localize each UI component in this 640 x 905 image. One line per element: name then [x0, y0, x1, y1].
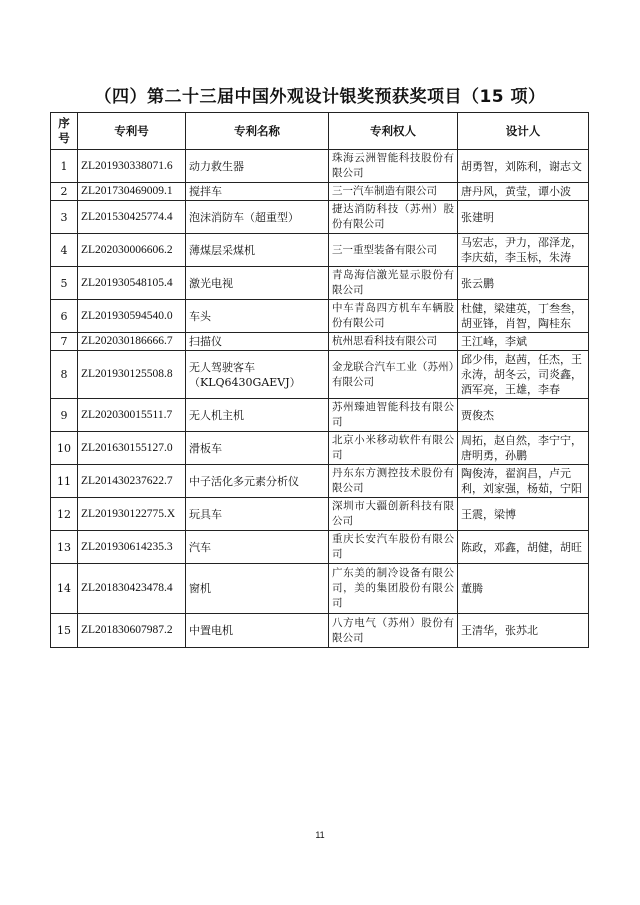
cell-patent-name: 泡沫消防车（超重型） [186, 201, 329, 234]
cell-index: 11 [51, 465, 78, 498]
cell-designer: 唐丹风，黄莹，谭小波 [458, 183, 589, 201]
cell-patentee: 三一重型装备有限公司 [329, 234, 458, 267]
cell-patent-name: 动力救生器 [186, 150, 329, 183]
cell-index: 13 [51, 531, 78, 564]
cell-patent-number: ZL201830607987.2 [78, 614, 186, 648]
cell-patentee: 八方电气（苏州）股份有限公司 [329, 614, 458, 648]
table-row [51, 333, 589, 351]
table-row [51, 564, 589, 614]
header-patent-name: 专利名称 [186, 113, 329, 150]
cell-patent-name: 搅拌车 [186, 183, 329, 201]
cell-index: 12 [51, 498, 78, 531]
cell-designer: 陈政，邓鑫，胡健，胡旺 [458, 531, 589, 564]
cell-designer: 胡勇智，刘陈利，谢志文 [458, 150, 589, 183]
header-index: 序号 [51, 113, 78, 150]
header-designer: 设计人 [458, 113, 589, 150]
cell-patentee: 金龙联合汽车工业（苏州）有限公司 [329, 351, 458, 399]
cell-patentee: 苏州臻迪智能科技有限公司 [329, 399, 458, 432]
cell-patent-number: ZL201730469009.1 [78, 183, 186, 201]
cell-patent-name: 中置电机 [186, 614, 329, 648]
cell-index: 8 [51, 351, 78, 399]
table-row [51, 465, 589, 498]
table-row [51, 498, 589, 531]
table-row [51, 399, 589, 432]
cell-patent-name: 滑板车 [186, 432, 329, 465]
cell-patent-name: 激光电视 [186, 267, 329, 300]
cell-patentee: 重庆长安汽车股份有限公司 [329, 531, 458, 564]
cell-designer: 杜健，梁建英，丁叁叁，胡亚锋，肖智，陶桂东 [458, 300, 589, 333]
cell-patent-number: ZL201830423478.4 [78, 564, 186, 614]
cell-index: 5 [51, 267, 78, 300]
cell-patent-number: ZL201930614235.3 [78, 531, 186, 564]
table-row [51, 432, 589, 465]
cell-patent-name: 汽车 [186, 531, 329, 564]
cell-designer: 马宏志，尹力，邵泽龙，李庆茹，李玉标，朱涛 [458, 234, 589, 267]
table-row [51, 234, 589, 267]
header-patent-number: 专利号 [78, 113, 186, 150]
table-row [51, 201, 589, 234]
cell-patent-number: ZL201930594540.0 [78, 300, 186, 333]
cell-patent-number: ZL201530425774.4 [78, 201, 186, 234]
cell-index: 3 [51, 201, 78, 234]
cell-patentee: 广东美的制冷设备有限公司，美的集团股份有限公司 [329, 564, 458, 614]
cell-index: 4 [51, 234, 78, 267]
table-row [51, 531, 589, 564]
cell-index: 10 [51, 432, 78, 465]
cell-designer: 王清华，张苏北 [458, 614, 589, 648]
cell-patent-number: ZL202030015511.7 [78, 399, 186, 432]
page-number: 11 [315, 830, 325, 840]
cell-patent-number: ZL201930338071.6 [78, 150, 186, 183]
cell-index: 1 [51, 150, 78, 183]
table-header-row [51, 113, 589, 150]
cell-designer: 周拓，赵自然，李宁宁，唐明勇，孙鹏 [458, 432, 589, 465]
award-table [50, 112, 589, 648]
cell-designer: 张云鹏 [458, 267, 589, 300]
cell-patentee: 丹东东方测控技术股份有限公司 [329, 465, 458, 498]
table-row [51, 183, 589, 201]
cell-designer: 王震，梁博 [458, 498, 589, 531]
cell-patent-name: 中子活化多元素分析仪 [186, 465, 329, 498]
cell-index: 7 [51, 333, 78, 351]
cell-patent-number: ZL202030186666.7 [78, 333, 186, 351]
cell-patentee: 青岛海信激光显示股份有限公司 [329, 267, 458, 300]
cell-patent-number: ZL201630155127.0 [78, 432, 186, 465]
cell-patentee: 中车青岛四方机车车辆股份有限公司 [329, 300, 458, 333]
cell-patentee: 深圳市大疆创新科技有限公司 [329, 498, 458, 531]
cell-patent-name: 窗机 [186, 564, 329, 614]
cell-designer: 王江峰，李斌 [458, 333, 589, 351]
page-title: （四）第二十三届中国外观设计银奖预获奖项目（15 项） [94, 87, 546, 107]
cell-patent-number: ZL201930122775.X [78, 498, 186, 531]
cell-patent-number: ZL201930125508.8 [78, 351, 186, 399]
cell-patent-name: 无人机主机 [186, 399, 329, 432]
cell-patentee: 杭州思看科技有限公司 [329, 333, 458, 351]
cell-index: 14 [51, 564, 78, 614]
cell-patent-number: ZL201430237622.7 [78, 465, 186, 498]
cell-index: 15 [51, 614, 78, 648]
cell-patent-name: 玩具车 [186, 498, 329, 531]
table-row [51, 267, 589, 300]
cell-designer: 张建明 [458, 201, 589, 234]
cell-designer: 陶俊涛，翟润昌，卢元利，刘家强，杨茹，宁阳 [458, 465, 589, 498]
cell-designer: 邱少伟，赵茜，任杰，王永涛，胡冬云，司炎鑫，酒军亮，王雄，李春 [458, 351, 589, 399]
cell-patent-name: 扫描仪 [186, 333, 329, 351]
cell-designer: 董腾 [458, 564, 589, 614]
table-row [51, 300, 589, 333]
cell-patentee: 北京小米移动软件有限公司 [329, 432, 458, 465]
table-row [51, 351, 589, 399]
table-row [51, 150, 589, 183]
cell-index: 9 [51, 399, 78, 432]
cell-patentee: 捷达消防科技（苏州）股份有限公司 [329, 201, 458, 234]
cell-patent-name: 薄煤层采煤机 [186, 234, 329, 267]
cell-designer: 贾俊杰 [458, 399, 589, 432]
cell-index: 2 [51, 183, 78, 201]
table-row [51, 614, 589, 648]
cell-patent-number: ZL202030006606.2 [78, 234, 186, 267]
cell-patent-name: 车头 [186, 300, 329, 333]
header-patentee: 专利权人 [329, 113, 458, 150]
cell-index: 6 [51, 300, 78, 333]
cell-patent-name: 无人驾驶客车（KLQ6430GAEVJ） [186, 351, 329, 399]
cell-patentee: 三一汽车制造有限公司 [329, 183, 458, 201]
cell-patentee: 珠海云洲智能科技股份有限公司 [329, 150, 458, 183]
cell-patent-number: ZL201930548105.4 [78, 267, 186, 300]
